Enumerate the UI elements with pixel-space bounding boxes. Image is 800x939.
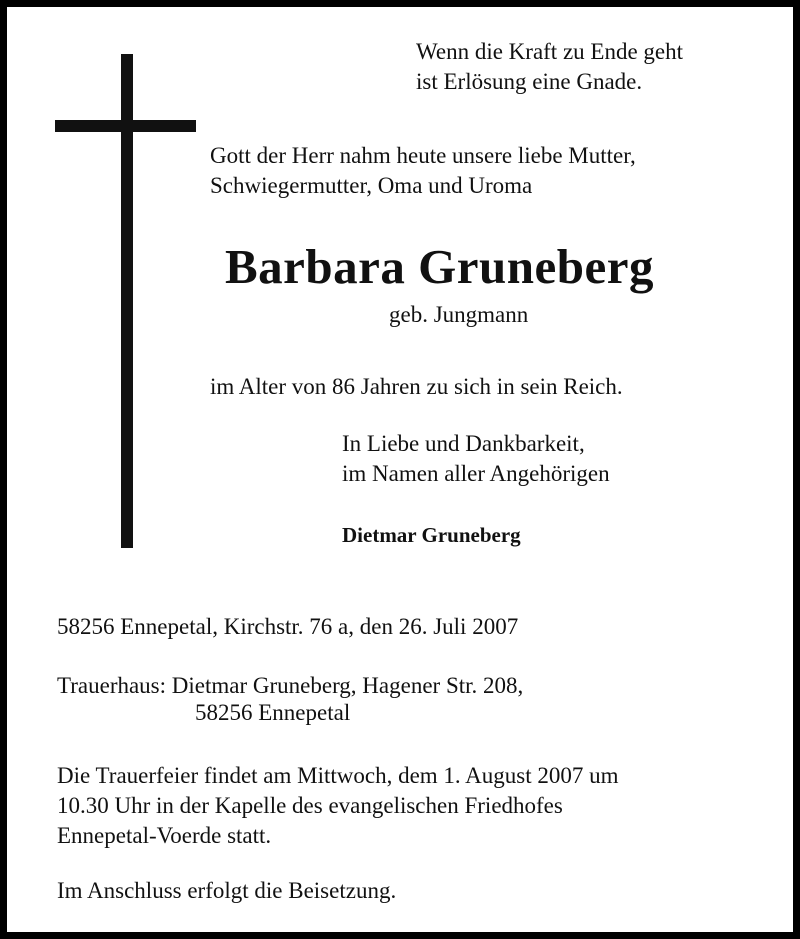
motto-line-1: Wenn die Kraft zu Ende geht (416, 39, 684, 64)
intro-line-1: Gott der Herr nahm heute unsere liebe Mutter, (210, 143, 636, 168)
motto (416, 37, 683, 97)
motto-line-2: ist Erlösung eine Gnade. (416, 69, 643, 94)
funeral-line-1: Die Trauerfeier findet am Mittwoch, dem 1. August 2007 um (57, 763, 619, 788)
closing-text (342, 429, 610, 489)
mourning-house-line-2: 58256 Ennepetal (195, 700, 351, 725)
age-text: im Alter von 86 Jahren zu sich in sein Reich. (210, 374, 623, 399)
intro-text (210, 141, 636, 201)
mourning-house-line-1: Trauerhaus: Dietmar Gruneberg, Hagener Str. 208, (57, 673, 524, 698)
cross-icon-horizontal-bar (55, 120, 196, 132)
deceased-name: Barbara Gruneberg (225, 239, 655, 294)
signer-name: Dietmar Gruneberg (342, 523, 521, 547)
burial-note: Im Anschluss erfolgt die Beisetzung. (57, 878, 397, 903)
place-date: 58256 Ennepetal, Kirchstr. 76 a, den 26. Juli 2007 (57, 614, 519, 639)
intro-line-2: Schwiegermutter, Oma und Uroma (210, 173, 533, 198)
funeral-line-3: Ennepetal-Voerde statt. (57, 823, 272, 848)
funeral-line-2: 10.30 Uhr in der Kapelle des evangelischen Friedhofes (57, 793, 563, 818)
funeral-info (57, 761, 619, 851)
birth-name: geb. Jungmann (389, 302, 529, 327)
closing-line-1: In Liebe und Dankbarkeit, (342, 431, 585, 456)
closing-line-2: im Namen aller Angehörigen (342, 461, 610, 486)
